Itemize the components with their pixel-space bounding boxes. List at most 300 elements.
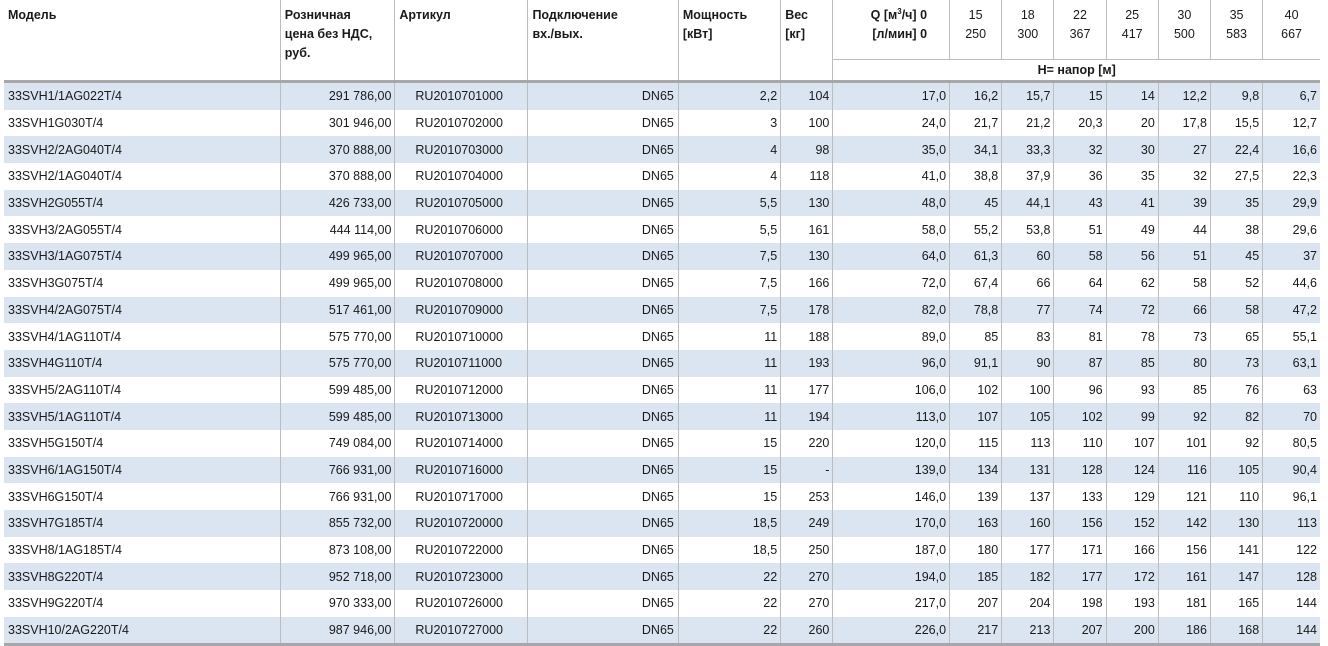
cell-head: 99 (1106, 403, 1158, 430)
header-flow-col: 40 667 (1263, 0, 1320, 60)
header-connection (528, 0, 678, 82)
cell-price: 749 084,00 (280, 430, 395, 457)
cell-head: 35 (1106, 163, 1158, 190)
cell-head-zero: 82,0 (833, 297, 950, 324)
cell-weight: 161 (781, 216, 833, 243)
cell-weight: 188 (781, 323, 833, 350)
cell-price: 499 965,00 (280, 270, 395, 297)
cell-weight: 253 (781, 483, 833, 510)
cell-head: 58 (1210, 297, 1262, 324)
cell-head: 181 (1158, 590, 1210, 617)
header-article-label: Артикул (399, 8, 451, 22)
cell-connection: DN65 (528, 297, 678, 324)
header-power-line2: [кВт] (682, 27, 713, 41)
cell-head: 62 (1106, 270, 1158, 297)
cell-head: 107 (950, 403, 1002, 430)
cell-head: 49 (1106, 216, 1158, 243)
cell-head: 92 (1210, 430, 1262, 457)
cell-head: 37,9 (1002, 163, 1054, 190)
cell-head: 110 (1054, 430, 1106, 457)
cell-head: 193 (1106, 590, 1158, 617)
cell-connection: DN65 (528, 243, 678, 270)
cell-connection: DN65 (528, 216, 678, 243)
cell-weight: 220 (781, 430, 833, 457)
cell-connection: DN65 (528, 510, 678, 537)
cell-head: 198 (1054, 590, 1106, 617)
cell-price: 873 108,00 (280, 537, 395, 564)
cell-model: 33SVH10/2AG220T/4 (4, 617, 280, 645)
cell-head-zero: 35,0 (833, 136, 950, 163)
cell-power: 7,5 (678, 297, 780, 324)
cell-head: 152 (1106, 510, 1158, 537)
table-row (4, 190, 1320, 217)
cell-price: 599 485,00 (280, 403, 395, 430)
cell-article: RU2010706000 (395, 216, 528, 243)
cell-head: 144 (1263, 590, 1320, 617)
cell-article: RU2010727000 (395, 617, 528, 645)
cell-weight: 98 (781, 136, 833, 163)
cell-head: 47,2 (1263, 297, 1320, 324)
cell-head: 36 (1054, 163, 1106, 190)
cell-weight: 118 (781, 163, 833, 190)
header-price-line3: руб. (284, 46, 311, 60)
cell-head: 101 (1158, 430, 1210, 457)
cell-head: 35 (1210, 190, 1262, 217)
header-connection-line2: вх./вых. (532, 27, 583, 41)
cell-price: 766 931,00 (280, 483, 395, 510)
cell-head: 20,3 (1054, 110, 1106, 137)
header-model-label: Модель (8, 8, 57, 22)
cell-head: 6,7 (1263, 82, 1320, 110)
header-article (395, 0, 528, 82)
cell-power: 22 (678, 590, 780, 617)
cell-head-zero: 58,0 (833, 216, 950, 243)
cell-model: 33SVH4/2AG075T/4 (4, 297, 280, 324)
cell-head: 128 (1263, 563, 1320, 590)
cell-model: 33SVH7G185T/4 (4, 510, 280, 537)
table-row (4, 163, 1320, 190)
cell-head: 133 (1054, 483, 1106, 510)
cell-head: 207 (950, 590, 1002, 617)
table-body (4, 82, 1320, 645)
header-flow-col: 35 583 (1210, 0, 1262, 60)
cell-power: 5,5 (678, 216, 780, 243)
cell-connection: DN65 (528, 563, 678, 590)
cell-article: RU2010726000 (395, 590, 528, 617)
cell-head: 55,1 (1263, 323, 1320, 350)
cell-article: RU2010723000 (395, 563, 528, 590)
table-row (4, 510, 1320, 537)
cell-head: 55,2 (950, 216, 1002, 243)
cell-head: 165 (1210, 590, 1262, 617)
header-power (678, 0, 780, 82)
cell-head: 51 (1054, 216, 1106, 243)
cell-head: 64 (1054, 270, 1106, 297)
cell-head: 81 (1054, 323, 1106, 350)
cell-head: 80 (1158, 350, 1210, 377)
cell-weight: 194 (781, 403, 833, 430)
cell-connection: DN65 (528, 617, 678, 645)
cell-price: 970 333,00 (280, 590, 395, 617)
cell-head: 93 (1106, 377, 1158, 404)
cell-head: 134 (950, 457, 1002, 484)
cell-head: 78 (1106, 323, 1158, 350)
cell-head: 45 (950, 190, 1002, 217)
cell-weight: - (781, 457, 833, 484)
cell-head: 139 (950, 483, 1002, 510)
cell-article: RU2010712000 (395, 377, 528, 404)
header-head-label: H= напор [м] (833, 60, 1320, 82)
table-row (4, 350, 1320, 377)
cell-head: 77 (1002, 297, 1054, 324)
table-header (4, 0, 1320, 82)
cell-price: 987 946,00 (280, 617, 395, 645)
cell-price: 291 786,00 (280, 82, 395, 110)
cell-head: 129 (1106, 483, 1158, 510)
cell-head: 200 (1106, 617, 1158, 645)
cell-head: 61,3 (950, 243, 1002, 270)
cell-head: 85 (1158, 377, 1210, 404)
cell-head-zero: 226,0 (833, 617, 950, 645)
cell-article: RU2010708000 (395, 270, 528, 297)
cell-head: 207 (1054, 617, 1106, 645)
table-row (4, 430, 1320, 457)
cell-head: 15,7 (1002, 82, 1054, 110)
cell-head: 100 (1002, 377, 1054, 404)
cell-head: 177 (1002, 537, 1054, 564)
cell-head: 90,4 (1263, 457, 1320, 484)
cell-head: 21,2 (1002, 110, 1054, 137)
cell-head: 29,6 (1263, 216, 1320, 243)
cell-article: RU2010704000 (395, 163, 528, 190)
cell-head: 44 (1158, 216, 1210, 243)
table-row (4, 403, 1320, 430)
cell-head: 91,1 (950, 350, 1002, 377)
cell-head: 41 (1106, 190, 1158, 217)
cell-power: 7,5 (678, 270, 780, 297)
table-row (4, 563, 1320, 590)
cell-article: RU2010703000 (395, 136, 528, 163)
cell-article: RU2010714000 (395, 430, 528, 457)
cell-power: 3 (678, 110, 780, 137)
cell-power: 5,5 (678, 190, 780, 217)
header-flow-lmin: [л/мин] 0 (872, 27, 928, 41)
cell-head: 92 (1158, 403, 1210, 430)
table-row (4, 457, 1320, 484)
cell-article: RU2010711000 (395, 350, 528, 377)
cell-model: 33SVH6/1AG150T/4 (4, 457, 280, 484)
cell-head: 38,8 (950, 163, 1002, 190)
cell-head: 105 (1002, 403, 1054, 430)
cell-power: 11 (678, 323, 780, 350)
cell-head: 15 (1054, 82, 1106, 110)
cell-head: 82 (1210, 403, 1262, 430)
cell-head: 65 (1210, 323, 1262, 350)
cell-connection: DN65 (528, 403, 678, 430)
cell-model: 33SVH3/1AG075T/4 (4, 243, 280, 270)
cell-head-zero: 96,0 (833, 350, 950, 377)
cell-power: 4 (678, 136, 780, 163)
cell-head: 63 (1263, 377, 1320, 404)
cell-head: 22,3 (1263, 163, 1320, 190)
table-row (4, 243, 1320, 270)
cell-head: 166 (1106, 537, 1158, 564)
cell-head: 44,6 (1263, 270, 1320, 297)
cell-head-zero: 17,0 (833, 82, 950, 110)
cell-head: 76 (1210, 377, 1262, 404)
cell-head: 96,1 (1263, 483, 1320, 510)
cell-head: 156 (1054, 510, 1106, 537)
cell-power: 11 (678, 377, 780, 404)
header-model (4, 0, 280, 82)
cell-head: 128 (1054, 457, 1106, 484)
cell-weight: 249 (781, 510, 833, 537)
cell-head: 56 (1106, 243, 1158, 270)
cell-head: 85 (950, 323, 1002, 350)
cell-connection: DN65 (528, 350, 678, 377)
cell-price: 370 888,00 (280, 136, 395, 163)
cell-head-zero: 187,0 (833, 537, 950, 564)
cell-head: 107 (1106, 430, 1158, 457)
cell-head: 16,2 (950, 82, 1002, 110)
cell-head: 34,1 (950, 136, 1002, 163)
cell-head-zero: 24,0 (833, 110, 950, 137)
cell-head: 32 (1158, 163, 1210, 190)
cell-model: 33SVH2/1AG040T/4 (4, 163, 280, 190)
cell-model: 33SVH1/1AG022T/4 (4, 82, 280, 110)
table-row (4, 483, 1320, 510)
cell-price: 301 946,00 (280, 110, 395, 137)
cell-head: 102 (950, 377, 1002, 404)
cell-power: 15 (678, 483, 780, 510)
cell-weight: 177 (781, 377, 833, 404)
cell-weight: 130 (781, 243, 833, 270)
cell-head: 73 (1158, 323, 1210, 350)
cell-head-zero: 139,0 (833, 457, 950, 484)
cell-head: 9,8 (1210, 82, 1262, 110)
cell-head: 168 (1210, 617, 1262, 645)
cell-weight: 100 (781, 110, 833, 137)
cell-head: 14 (1106, 82, 1158, 110)
cell-connection: DN65 (528, 110, 678, 137)
cell-weight: 270 (781, 590, 833, 617)
table-row (4, 136, 1320, 163)
cell-head: 137 (1002, 483, 1054, 510)
cell-head-zero: 41,0 (833, 163, 950, 190)
cell-head: 110 (1210, 483, 1262, 510)
cell-head: 66 (1002, 270, 1054, 297)
cell-article: RU2010705000 (395, 190, 528, 217)
cell-connection: DN65 (528, 163, 678, 190)
cell-head: 63,1 (1263, 350, 1320, 377)
cell-head: 163 (950, 510, 1002, 537)
cell-head: 58 (1158, 270, 1210, 297)
cell-model: 33SVH4G110T/4 (4, 350, 280, 377)
cell-head: 39 (1158, 190, 1210, 217)
cell-head: 53,8 (1002, 216, 1054, 243)
cell-model: 33SVH2/2AG040T/4 (4, 136, 280, 163)
cell-head: 15,5 (1210, 110, 1262, 137)
cell-head-zero: 89,0 (833, 323, 950, 350)
cell-article: RU2010720000 (395, 510, 528, 537)
cell-article: RU2010702000 (395, 110, 528, 137)
cell-head: 29,9 (1263, 190, 1320, 217)
cell-head: 73 (1210, 350, 1262, 377)
cell-head: 80,5 (1263, 430, 1320, 457)
cell-head: 204 (1002, 590, 1054, 617)
cell-head: 85 (1106, 350, 1158, 377)
cell-head: 96 (1054, 377, 1106, 404)
cell-head-zero: 72,0 (833, 270, 950, 297)
cell-weight: 178 (781, 297, 833, 324)
cell-model: 33SVH8/1AG185T/4 (4, 537, 280, 564)
cell-power: 11 (678, 350, 780, 377)
cell-weight: 130 (781, 190, 833, 217)
pump-price-table (4, 0, 1320, 646)
cell-price: 575 770,00 (280, 323, 395, 350)
header-row (4, 0, 1320, 60)
cell-head: 160 (1002, 510, 1054, 537)
cell-article: RU2010707000 (395, 243, 528, 270)
cell-power: 15 (678, 430, 780, 457)
cell-connection: DN65 (528, 377, 678, 404)
header-power-line1: Мощность (682, 8, 748, 22)
cell-power: 18,5 (678, 510, 780, 537)
cell-head: 90 (1002, 350, 1054, 377)
cell-head: 185 (950, 563, 1002, 590)
cell-weight: 270 (781, 563, 833, 590)
cell-head: 58 (1054, 243, 1106, 270)
cell-connection: DN65 (528, 483, 678, 510)
cell-head: 22,4 (1210, 136, 1262, 163)
cell-head-zero: 146,0 (833, 483, 950, 510)
table-row (4, 297, 1320, 324)
cell-head-zero: 48,0 (833, 190, 950, 217)
cell-price: 370 888,00 (280, 163, 395, 190)
cell-connection: DN65 (528, 136, 678, 163)
cell-head: 213 (1002, 617, 1054, 645)
header-price (280, 0, 395, 82)
header-flow-col: 25 417 (1106, 0, 1158, 60)
cell-head: 113 (1263, 510, 1320, 537)
table-row (4, 590, 1320, 617)
cell-head-zero: 217,0 (833, 590, 950, 617)
cell-head: 113 (1002, 430, 1054, 457)
cell-connection: DN65 (528, 82, 678, 110)
cell-head: 217 (950, 617, 1002, 645)
cell-head: 130 (1210, 510, 1262, 537)
cell-power: 7,5 (678, 243, 780, 270)
cell-connection: DN65 (528, 537, 678, 564)
table-row (4, 82, 1320, 110)
table-row (4, 323, 1320, 350)
table-row (4, 110, 1320, 137)
cell-head-zero: 170,0 (833, 510, 950, 537)
cell-head: 161 (1158, 563, 1210, 590)
cell-head: 131 (1002, 457, 1054, 484)
cell-head: 20 (1106, 110, 1158, 137)
cell-head: 27,5 (1210, 163, 1262, 190)
cell-model: 33SVH5/2AG110T/4 (4, 377, 280, 404)
header-flow-col: 30 500 (1158, 0, 1210, 60)
cell-connection: DN65 (528, 590, 678, 617)
cell-model: 33SVH9G220T/4 (4, 590, 280, 617)
cell-power: 4 (678, 163, 780, 190)
header-flow-units (833, 0, 950, 60)
cell-model: 33SVH5G150T/4 (4, 430, 280, 457)
cell-article: RU2010722000 (395, 537, 528, 564)
cell-head: 43 (1054, 190, 1106, 217)
cell-price: 766 931,00 (280, 457, 395, 484)
cell-model: 33SVH4/1AG110T/4 (4, 323, 280, 350)
cell-connection: DN65 (528, 190, 678, 217)
header-flow-col: 15 250 (950, 0, 1002, 60)
header-flow-m3h: Q $[м^3/ч]$ 0 (870, 6, 928, 22)
cell-model: 33SVH6G150T/4 (4, 483, 280, 510)
table-row (4, 270, 1320, 297)
cell-article: RU2010709000 (395, 297, 528, 324)
table-row (4, 216, 1320, 243)
cell-head: 171 (1054, 537, 1106, 564)
cell-model: 33SVH8G220T/4 (4, 563, 280, 590)
cell-head: 186 (1158, 617, 1210, 645)
cell-model: 33SVH3G075T/4 (4, 270, 280, 297)
cell-head: 74 (1054, 297, 1106, 324)
cell-head-zero: 113,0 (833, 403, 950, 430)
cell-price: 599 485,00 (280, 377, 395, 404)
cell-head: 51 (1158, 243, 1210, 270)
cell-head-zero: 64,0 (833, 243, 950, 270)
cell-price: 517 461,00 (280, 297, 395, 324)
cell-head: 12,7 (1263, 110, 1320, 137)
cell-head: 172 (1106, 563, 1158, 590)
cell-power: 22 (678, 563, 780, 590)
cell-price: 952 718,00 (280, 563, 395, 590)
cell-head: 21,7 (950, 110, 1002, 137)
cell-head: 33,3 (1002, 136, 1054, 163)
header-price-line1: Розничная (284, 8, 351, 22)
cell-head: 60 (1002, 243, 1054, 270)
cell-weight: 166 (781, 270, 833, 297)
cell-power: 15 (678, 457, 780, 484)
cell-head: 116 (1158, 457, 1210, 484)
cell-head: 66 (1158, 297, 1210, 324)
cell-power: 22 (678, 617, 780, 645)
cell-head: 17,8 (1158, 110, 1210, 137)
cell-head: 182 (1002, 563, 1054, 590)
cell-article: RU2010717000 (395, 483, 528, 510)
cell-head: 72 (1106, 297, 1158, 324)
cell-head: 87 (1054, 350, 1106, 377)
cell-head: 115 (950, 430, 1002, 457)
header-flow-col: 22 367 (1054, 0, 1106, 60)
cell-price: 855 732,00 (280, 510, 395, 537)
header-price-line2: цена без НДС, (284, 27, 373, 41)
header-flow-col: 18 300 (1002, 0, 1054, 60)
cell-head: 38 (1210, 216, 1262, 243)
cell-head: 45 (1210, 243, 1262, 270)
cell-power: 2,2 (678, 82, 780, 110)
cell-head-zero: 106,0 (833, 377, 950, 404)
cell-article: RU2010701000 (395, 82, 528, 110)
cell-head-zero: 120,0 (833, 430, 950, 457)
cell-power: 18,5 (678, 537, 780, 564)
cell-head: 121 (1158, 483, 1210, 510)
cell-head: 180 (950, 537, 1002, 564)
cell-price: 426 733,00 (280, 190, 395, 217)
cell-weight: 260 (781, 617, 833, 645)
cell-head: 52 (1210, 270, 1262, 297)
